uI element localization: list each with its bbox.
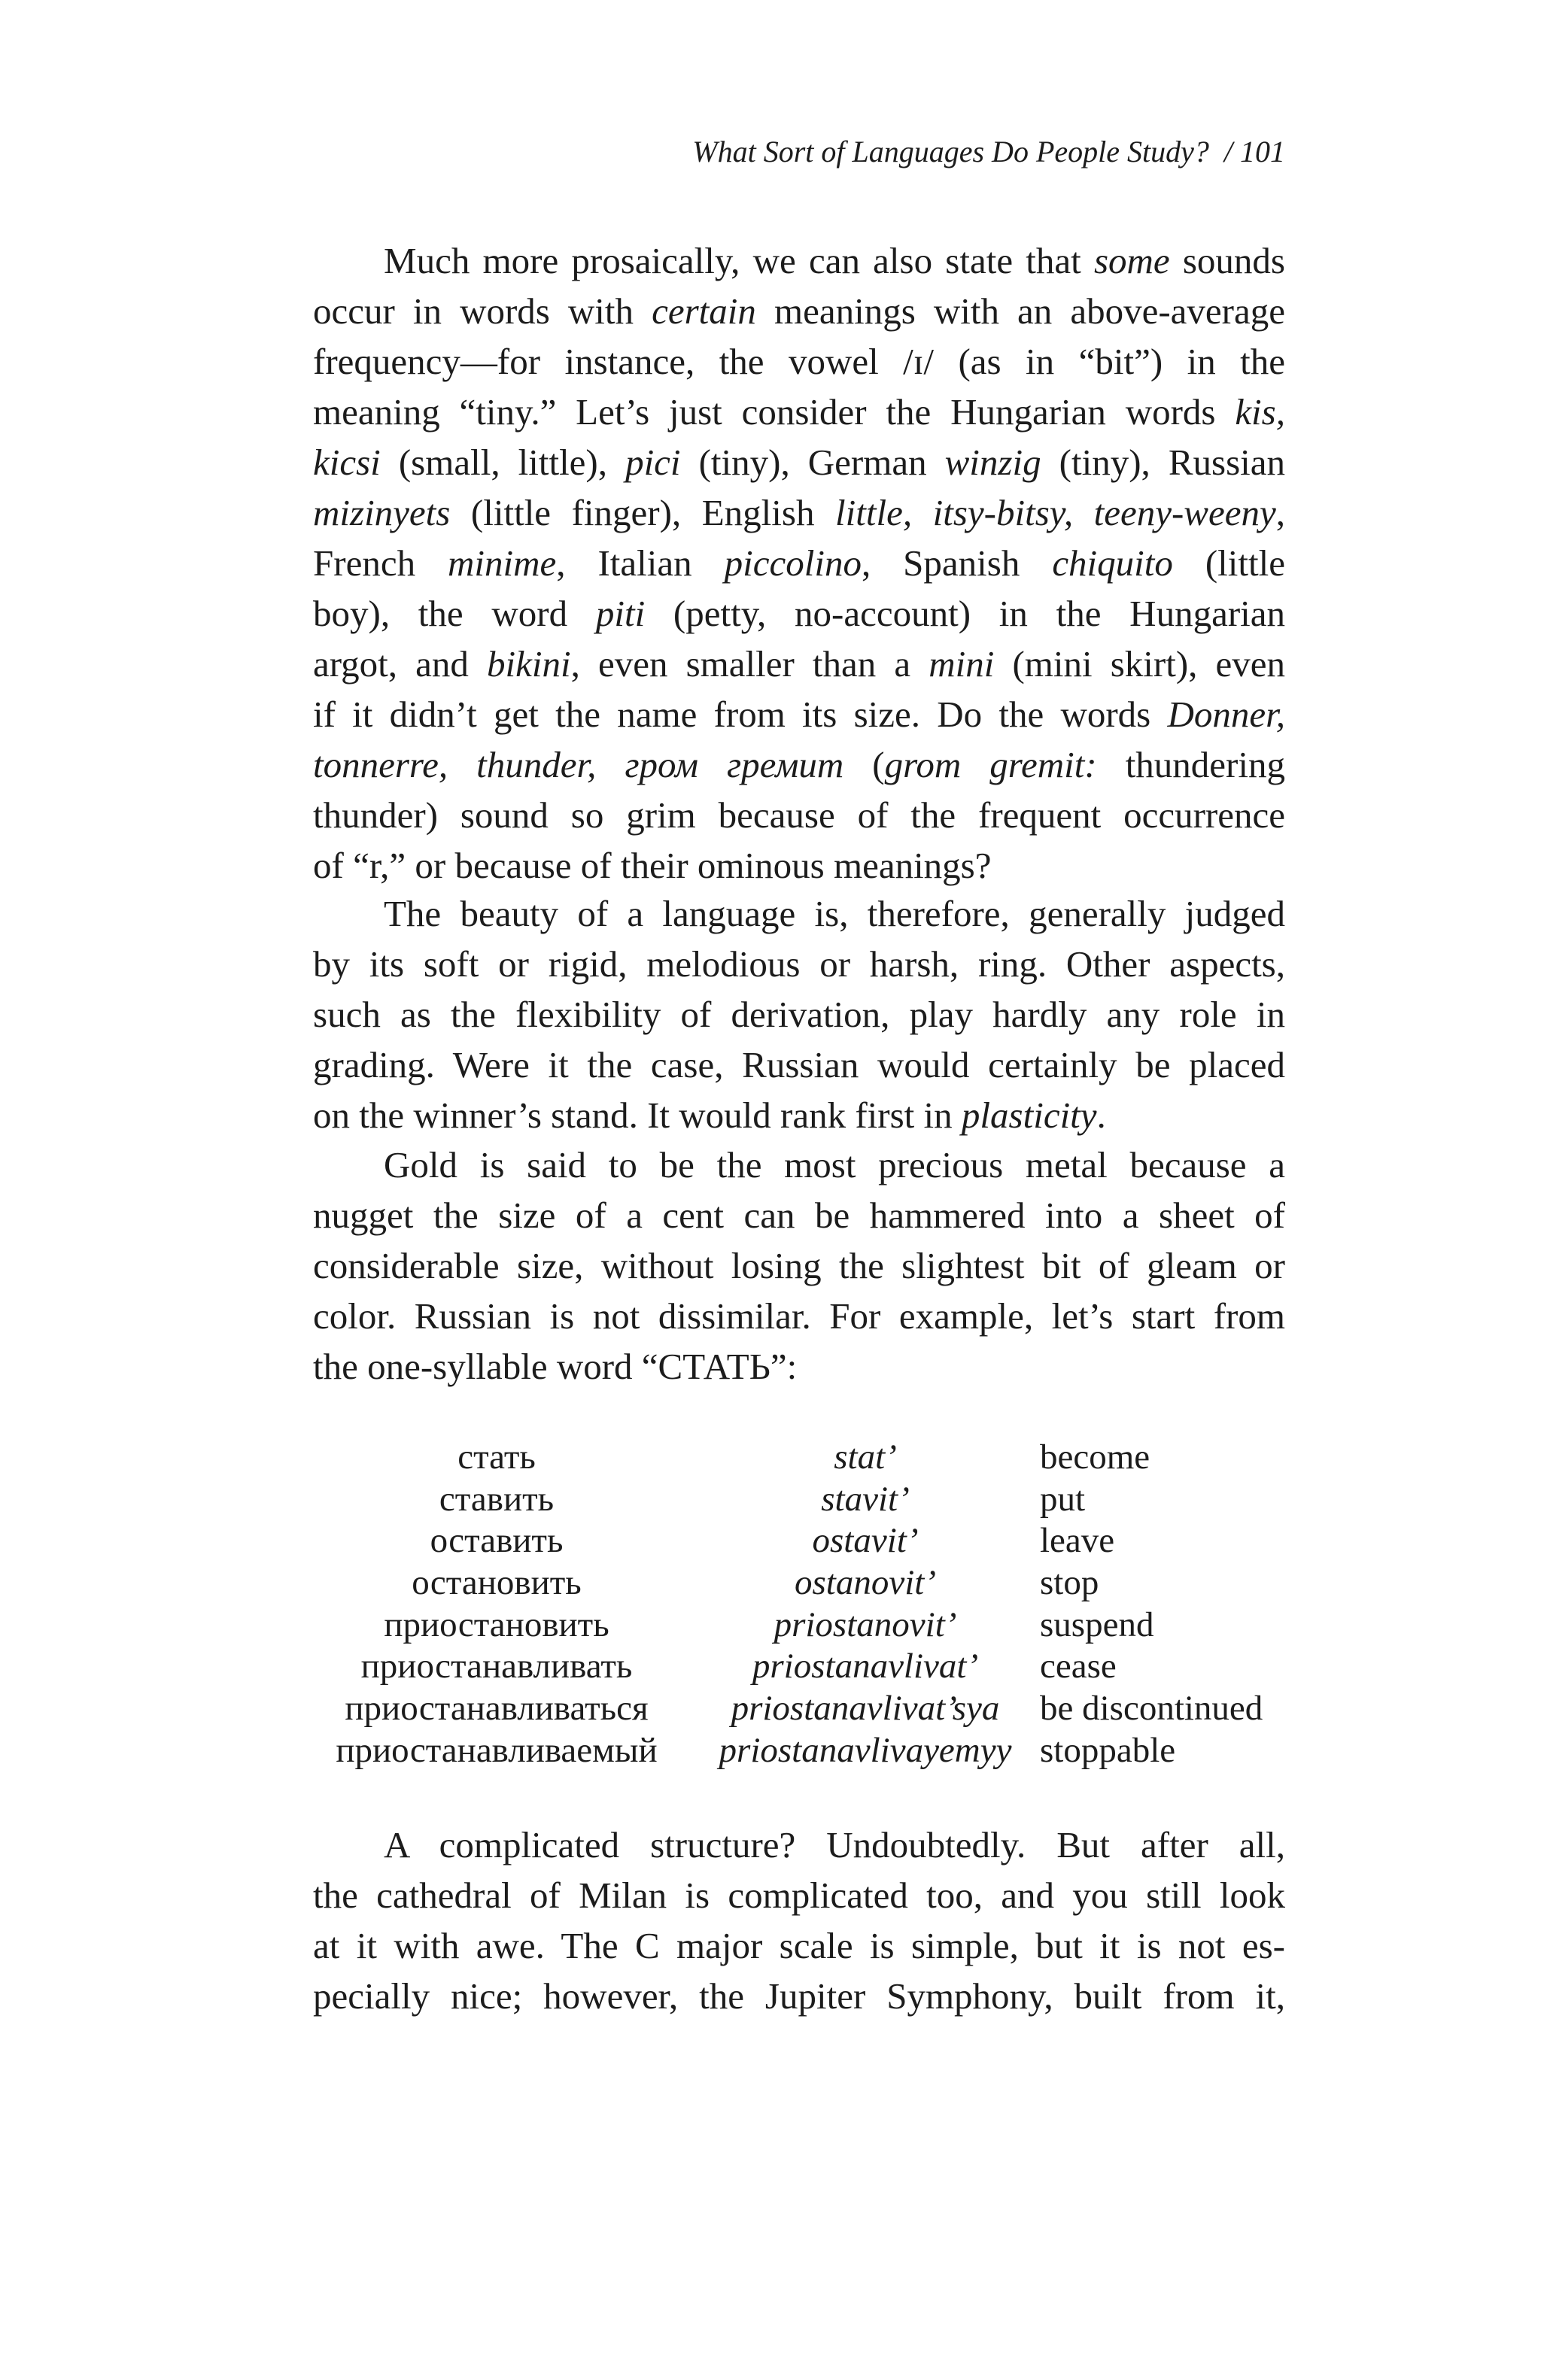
text-run: boy), the word [313, 593, 596, 634]
text-run: considerable size, without losing the slightest bit of gleam or [313, 1245, 1285, 1286]
derivation-word-table [324, 1437, 1294, 1772]
italic-text: piccolino [724, 542, 862, 584]
text-run: thunder) sound so grim because of the frequent occurrence [313, 794, 1285, 836]
italic-text: tonnerre, thunder, гром гремит [313, 744, 844, 785]
text-run: ( [843, 744, 885, 785]
table-row [324, 1646, 1294, 1688]
text-run: French [313, 542, 448, 584]
cyrillic-word: приостанавливаемый [336, 1730, 658, 1770]
italic-text: pici [625, 442, 681, 483]
running-head-separator: / [1223, 135, 1232, 168]
table-row [324, 1562, 1294, 1604]
text-run: such as the flexibility of derivation, play hardly any role in [313, 994, 1285, 1035]
text-line [313, 1040, 1285, 1090]
text-line [313, 790, 1285, 840]
text-line [313, 286, 1285, 336]
text-line [313, 1291, 1285, 1341]
italic-text: mini [929, 643, 995, 685]
transliteration: ostanovit’ [795, 1563, 936, 1603]
text-line [313, 1240, 1285, 1291]
table-row [324, 1479, 1294, 1521]
text-run: (small, little), [380, 442, 626, 483]
table-row [324, 1604, 1294, 1647]
text-run: on the winner’s stand. It would rank first in [313, 1094, 962, 1136]
text-line [313, 1140, 1285, 1190]
italic-text: kicsi [313, 442, 381, 483]
italic-text: minime [448, 542, 557, 584]
text-run: at it with awe. The C major scale is simple, but it is not es- [313, 1925, 1285, 1966]
text-run: , Italian [556, 542, 725, 584]
italic-text: some [1093, 240, 1170, 281]
transliteration: priostanavlivayemyy [719, 1730, 1012, 1770]
text-line [313, 739, 1285, 790]
text-run: pecially nice; however, the Jupiter Symphony, built from it, [313, 1975, 1285, 2017]
text-line [313, 538, 1285, 588]
text-run: Much more prosaically, we can also state that [384, 240, 1094, 281]
italic-text: grom gremit: [884, 744, 1097, 785]
text-line [313, 1090, 1285, 1140]
text-line [313, 689, 1285, 739]
page-number: 101 [1240, 135, 1285, 168]
text-run: , Spanish [861, 542, 1053, 584]
transliteration: priostanovit’ [774, 1604, 957, 1644]
english-gloss: stoppable [1040, 1730, 1176, 1770]
text-run: (little finger), English [450, 492, 835, 533]
text-line [313, 487, 1285, 538]
text-run: Gold is said to be the most precious metal because a [384, 1144, 1285, 1185]
paragraph-1 [313, 235, 1285, 891]
text-line [313, 989, 1285, 1040]
text-line [313, 387, 1285, 437]
text-run: if it didn’t get the name from its size. Do the words [313, 694, 1168, 735]
transliteration: ostavit’ [812, 1521, 919, 1561]
italic-text: Donner, [1167, 694, 1285, 735]
text-line [313, 1971, 1285, 2021]
text-line [313, 939, 1285, 989]
text-run: the one-syllable word “СТАТЬ”: [313, 1346, 798, 1387]
table-row [324, 1688, 1294, 1730]
text-run: (mini skirt), even [994, 643, 1285, 685]
text-run: nugget the size of a cent can be hammered into a sheet of [313, 1195, 1285, 1236]
text-line [313, 1820, 1285, 1870]
text-line [313, 1870, 1285, 1920]
transliteration: priostanavlivat’ [752, 1647, 979, 1686]
cyrillic-word: ставить [439, 1479, 555, 1519]
italic-text: little, itsy-bitsy, teeny-weeny [835, 492, 1276, 533]
text-run: frequency—for instance, the vowel /ɪ/ (as in “bit”) in the [313, 341, 1285, 382]
text-run: (petty, no-account) in the Hungarian [645, 593, 1285, 634]
text-run: (tiny), German [680, 442, 945, 483]
cyrillic-word: приостановить [384, 1604, 609, 1644]
transliteration: priostanavlivat’sya [731, 1689, 1000, 1729]
text-run: meanings with an above-average [755, 290, 1285, 332]
text-run: . [1096, 1094, 1106, 1136]
english-gloss: cease [1040, 1647, 1117, 1686]
text-run: , [1275, 492, 1285, 533]
italic-text: bikini [487, 643, 571, 685]
english-gloss: suspend [1040, 1604, 1154, 1644]
english-gloss: leave [1040, 1521, 1115, 1561]
table-row [324, 1437, 1294, 1479]
english-gloss: put [1040, 1479, 1086, 1519]
english-gloss: become [1040, 1437, 1150, 1477]
cyrillic-word: приостанавливаться [345, 1689, 649, 1729]
text-line [313, 235, 1285, 286]
text-line [313, 1190, 1285, 1240]
running-head-title: What Sort of Languages Do People Study? [692, 135, 1209, 168]
text-run: grading. Were it the case, Russian would certainly be placed [313, 1044, 1285, 1085]
text-run: the cathedral of Milan is complicated too, and you still look [313, 1875, 1285, 1916]
text-run: (tiny), Russian [1041, 442, 1285, 483]
text-run: meaning “tiny.” Let’s just consider the Hungarian words [313, 391, 1236, 433]
english-gloss: be discontinued [1040, 1689, 1263, 1729]
text-line [313, 437, 1285, 487]
text-line [313, 588, 1285, 639]
text-run: , even smaller than a [570, 643, 929, 685]
italic-text: certain [652, 290, 756, 332]
text-run: color. Russian is not dissimilar. For example, let’s start from [313, 1295, 1285, 1337]
paragraph-3 [313, 1140, 1285, 1392]
cyrillic-word: оставить [430, 1521, 564, 1561]
english-gloss: stop [1040, 1563, 1099, 1603]
italic-text: kis, [1235, 391, 1285, 433]
table-row [324, 1730, 1294, 1772]
paragraph-2 [313, 888, 1285, 1140]
text-line [313, 1341, 1285, 1392]
text-line [313, 336, 1285, 387]
text-line [313, 840, 1285, 891]
text-run: argot, and [313, 643, 488, 685]
cyrillic-word: остановить [412, 1563, 582, 1603]
italic-text: piti [595, 593, 646, 634]
text-line [313, 639, 1285, 689]
transliteration: stat’ [834, 1437, 897, 1477]
text-line [313, 888, 1285, 939]
text-run: thundering [1096, 744, 1285, 785]
text-line [313, 1920, 1285, 1971]
text-run: of “r,” or because of their ominous meanings? [313, 845, 992, 886]
transliteration: stavit’ [821, 1479, 910, 1519]
italic-text: plasticity [961, 1094, 1097, 1136]
text-run: A complicated structure? Undoubtedly. But after all, [384, 1824, 1285, 1865]
italic-text: mizinyets [313, 492, 451, 533]
paragraph-4 [313, 1820, 1285, 2021]
table-row [324, 1520, 1294, 1562]
running-head [313, 128, 1285, 176]
cyrillic-word: приостанавливать [360, 1647, 633, 1686]
italic-text: chiquito [1052, 542, 1173, 584]
text-run: The beauty of a language is, therefore, generally judged [384, 893, 1285, 934]
italic-text: winzig [944, 442, 1041, 483]
text-run: by its soft or rigid, melodious or harsh, ring. Other aspects, [313, 943, 1285, 985]
text-run: (little [1172, 542, 1285, 584]
text-run: occur in words with [313, 290, 652, 332]
text-run: sounds [1169, 240, 1286, 281]
cyrillic-word: стать [457, 1437, 536, 1477]
